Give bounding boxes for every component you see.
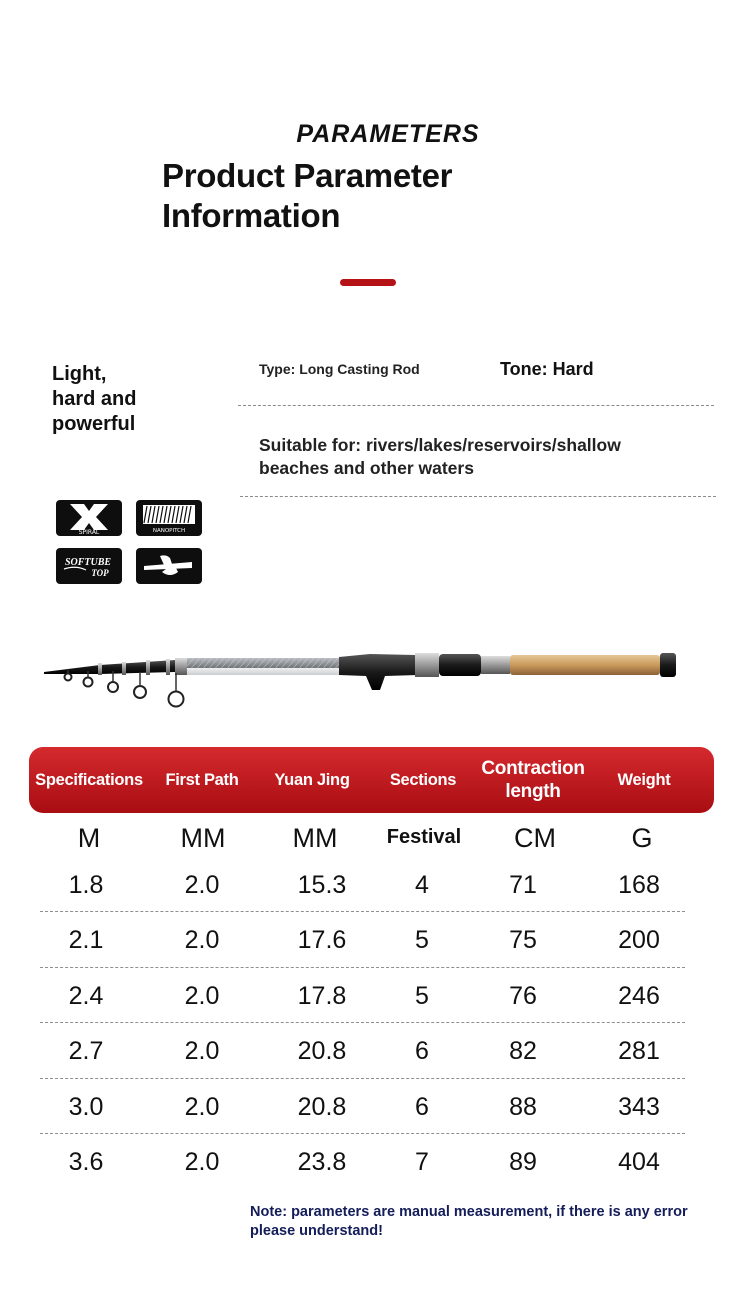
cell-specification: 1.8 xyxy=(68,871,104,899)
cell-sections: 4 xyxy=(415,871,429,899)
slogan xyxy=(52,362,136,437)
header-weight: Weight xyxy=(617,770,671,789)
cell-weight: 281 xyxy=(618,1037,660,1065)
row-divider xyxy=(40,1022,685,1023)
fishing-rod-image xyxy=(40,648,730,718)
cell-contraction-length: 88 xyxy=(509,1093,537,1121)
cell-specification: 3.6 xyxy=(68,1148,104,1176)
page-title-line1: Product Parameter xyxy=(162,157,453,194)
cell-specification: 3.0 xyxy=(68,1093,104,1121)
unit-cell: G xyxy=(631,823,653,853)
page-title-line2: Information xyxy=(162,197,341,234)
unit-cell: M xyxy=(77,823,101,853)
header-contraction-line1: Contraction xyxy=(481,758,585,779)
badge-label-line2: TOP xyxy=(91,568,109,578)
cell-sections: 6 xyxy=(415,1093,429,1121)
header-specifications: Specifications xyxy=(35,770,143,789)
header-sections: Sections xyxy=(389,770,457,789)
row-divider xyxy=(40,911,685,912)
rod-type: Type: Long Casting Rod xyxy=(259,361,420,377)
slogan-line2: hard and xyxy=(52,388,137,410)
cell-yuan-jing: 23.8 xyxy=(297,1148,347,1176)
table-header-bar xyxy=(29,747,714,813)
header-first-path: First Path xyxy=(165,770,239,789)
suitable-line2: beaches and other waters xyxy=(259,458,474,478)
cell-specification: 2.7 xyxy=(68,1037,104,1065)
cell-first-path: 2.0 xyxy=(184,1037,220,1065)
cell-sections: 6 xyxy=(415,1037,429,1065)
nanopitch-icon xyxy=(136,500,202,536)
page-title xyxy=(162,156,452,236)
header-contraction-line2: length xyxy=(505,781,561,802)
cell-yuan-jing: 20.8 xyxy=(297,1037,347,1065)
cell-contraction-length: 76 xyxy=(509,982,537,1010)
cell-contraction-length: 75 xyxy=(509,926,537,954)
badge-label: NANOPITCH xyxy=(152,528,186,534)
cell-yuan-jing: 15.3 xyxy=(297,871,347,899)
row-divider xyxy=(40,1078,685,1079)
cell-first-path: 2.0 xyxy=(184,1148,220,1176)
unit-cell: CM xyxy=(514,823,556,853)
title-accent-bar xyxy=(340,279,396,286)
cell-contraction-length: 82 xyxy=(509,1037,537,1065)
unit-cell: MM xyxy=(292,823,338,853)
x-spiral-icon xyxy=(56,500,122,536)
reel-seat-grip-icon xyxy=(136,548,202,584)
unit-cell: Festival xyxy=(386,826,462,848)
cell-weight: 168 xyxy=(618,871,660,899)
cell-weight: 200 xyxy=(618,926,660,954)
cell-contraction-length: 89 xyxy=(509,1148,537,1176)
badge-label: SPIRAL xyxy=(78,529,100,536)
slogan-line3: powerful xyxy=(52,413,136,435)
header-contraction-length xyxy=(470,747,596,813)
note-line2: please understand! xyxy=(250,1223,383,1239)
rod-tone: Tone: Hard xyxy=(500,359,594,379)
cell-weight: 343 xyxy=(618,1093,660,1121)
cell-specification: 2.1 xyxy=(68,926,104,954)
header-yuan-jing: Yuan Jing xyxy=(274,770,350,789)
cell-yuan-jing: 20.8 xyxy=(297,1093,347,1121)
measurement-note xyxy=(250,1203,720,1241)
cell-first-path: 2.0 xyxy=(184,871,220,899)
cell-first-path: 2.0 xyxy=(184,926,220,954)
cell-first-path: 2.0 xyxy=(184,982,220,1010)
badge-label-line1: SOFTUBE xyxy=(64,557,112,568)
softube-top-icon xyxy=(56,548,122,584)
suitable-line1: Suitable for: rivers/lakes/reservoirs/shallow xyxy=(259,435,621,455)
suitable-waters xyxy=(259,434,699,480)
section-kicker: PARAMETERS xyxy=(296,120,480,148)
divider xyxy=(240,496,716,497)
note-line1: Note: parameters are manual measurement, if there is any error xyxy=(250,1204,688,1220)
cell-contraction-length: 71 xyxy=(509,871,537,899)
cell-sections: 5 xyxy=(415,982,429,1010)
cell-specification: 2.4 xyxy=(68,982,104,1010)
cell-yuan-jing: 17.8 xyxy=(297,982,347,1010)
row-divider xyxy=(40,1133,685,1134)
slogan-line1: Light, xyxy=(52,363,107,385)
cell-weight: 246 xyxy=(618,982,660,1010)
row-divider xyxy=(40,967,685,968)
unit-cell: MM xyxy=(180,823,226,853)
divider xyxy=(238,405,714,406)
cell-yuan-jing: 17.6 xyxy=(297,926,347,954)
cell-sections: 5 xyxy=(415,926,429,954)
cell-sections: 7 xyxy=(415,1148,429,1176)
cell-first-path: 2.0 xyxy=(184,1093,220,1121)
cell-weight: 404 xyxy=(618,1148,660,1176)
